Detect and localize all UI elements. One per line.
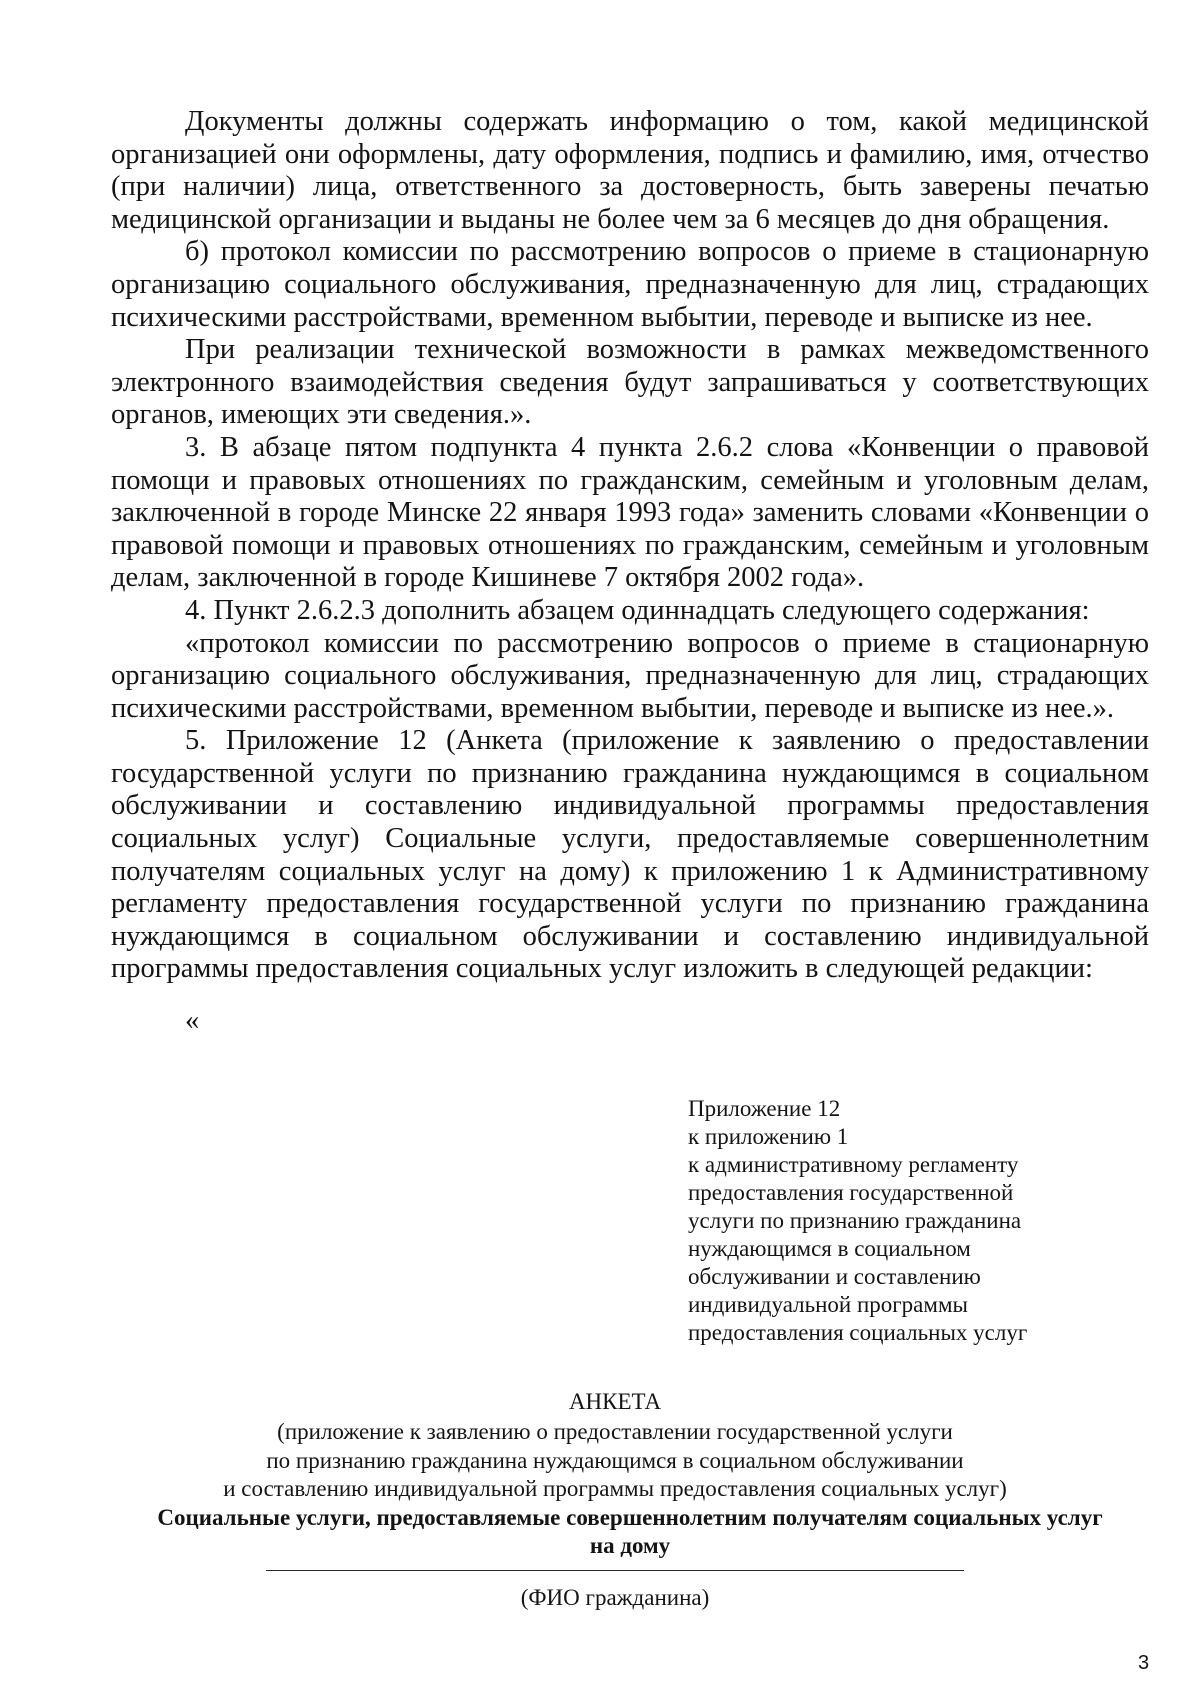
form-subtitle-line: и составлению индивидуальной программы предоставления социальных услуг) <box>223 1476 1007 1501</box>
appendix-line: нуждающимся в социальном <box>688 1236 971 1261</box>
paragraph-item-3: 3. В абзаце пятом подпункта 4 пункта 2.6.2 слова «Конвенции о правовой помощи и правовых отношениях по гражданским, семейным и уголовным делам, заключенной в городе Минске 22 января 1993 года» заменить словами «Конвенции о правовой помощи и правовых отношениях по гражданским, семейным и уголовным делам, заключенной в городе Кишиневе 7 октября 2002 года». <box>111 431 1149 594</box>
form-subtitle-line: по признанию гражданина нуждающимся в социальном обслуживании <box>266 1447 964 1473</box>
page-number: 3 <box>1138 1652 1150 1674</box>
appendix-line: обслуживании и составлению <box>688 1264 981 1289</box>
paragraph-item-4: 4. Пункт 2.6.2.3 дополнить абзацем одиннадцать следующего содержания: <box>185 594 1090 626</box>
appendix-line: предоставления государственной <box>688 1180 1014 1205</box>
appendix-line: Приложение 12 <box>688 1096 841 1121</box>
appendix-line: к приложению 1 <box>688 1124 849 1149</box>
paragraph-documents-requirements: Документы должны содержать информацию о том, какой медицинской организацией они оформлены, дату оформления, подпись и фамилию, имя, отчество (при наличии) лица, ответственного за достоверность, быть заверены печатью медицинской организации и выданы не более чем за 6 месяцев до дня обращения. <box>111 106 1149 235</box>
main-text <box>111 106 1149 986</box>
appendix-note <box>688 1095 1108 1347</box>
form-title: АНКЕТА <box>568 1389 662 1414</box>
form-heading-line: Социальные услуги, предоставляемые совершеннолетним получателям социальных услуг <box>157 1505 1103 1530</box>
form-heading-line: на дому <box>589 1533 671 1558</box>
appendix-line: к административному регламенту <box>688 1152 1019 1177</box>
appendix-line: услуги по признанию гражданина <box>688 1208 1022 1233</box>
name-underline <box>266 1570 964 1571</box>
form-subtitle <box>0 1418 1200 1504</box>
form-heading <box>100 1504 1160 1560</box>
paragraph-item-b: б) протокол комиссии по рассмотрению вопросов о приеме в стационарную организацию социального обслуживания, предназначенную для лиц, страдающих психическими расстройствами, временном выбытии, переводе и выписке из нее. <box>111 236 1149 333</box>
opening-quote: « <box>185 1005 200 1036</box>
name-caption: (ФИО гражданина) <box>520 1585 710 1610</box>
paragraph-protocol-quote: «протокол комиссии по рассмотрению вопросов о приеме в стационарную организацию социального обслуживания, предназначенную для лиц, страдающих психическими расстройствами, временном выбытии, переводе и выписке из нее.». <box>111 627 1149 724</box>
appendix-line: индивидуальной программы <box>688 1292 968 1317</box>
paragraph-item-5: 5. Приложение 12 (Анкета (приложение к заявлению о предоставлении государственной услуги по признанию гражданина нуждающимся в социальном обслуживании и составлению индивидуальной программы предоставления социальных услуг) Социальные услуги, предоставляемые совершеннолетним получателям социальных услуг на дому) к приложению 1 к Административному регламенту предоставления государственной услуги по признанию гражданина нуждающимся в социальном обслуживании и составлению индивидуальной программы предоставления социальных услуг изложить в следующей редакции: <box>111 725 1149 985</box>
paragraph-interdepartmental: При реализации технической возможности в рамках межведомственного электронного взаимодействия сведения будут запрашиваться у соответствующих органов, имеющих эти сведения.». <box>111 334 1149 431</box>
form-subtitle-line: (приложение к заявлению о предоставлении государственной услуги <box>277 1419 953 1444</box>
appendix-line: предоставления социальных услуг <box>688 1320 1028 1345</box>
